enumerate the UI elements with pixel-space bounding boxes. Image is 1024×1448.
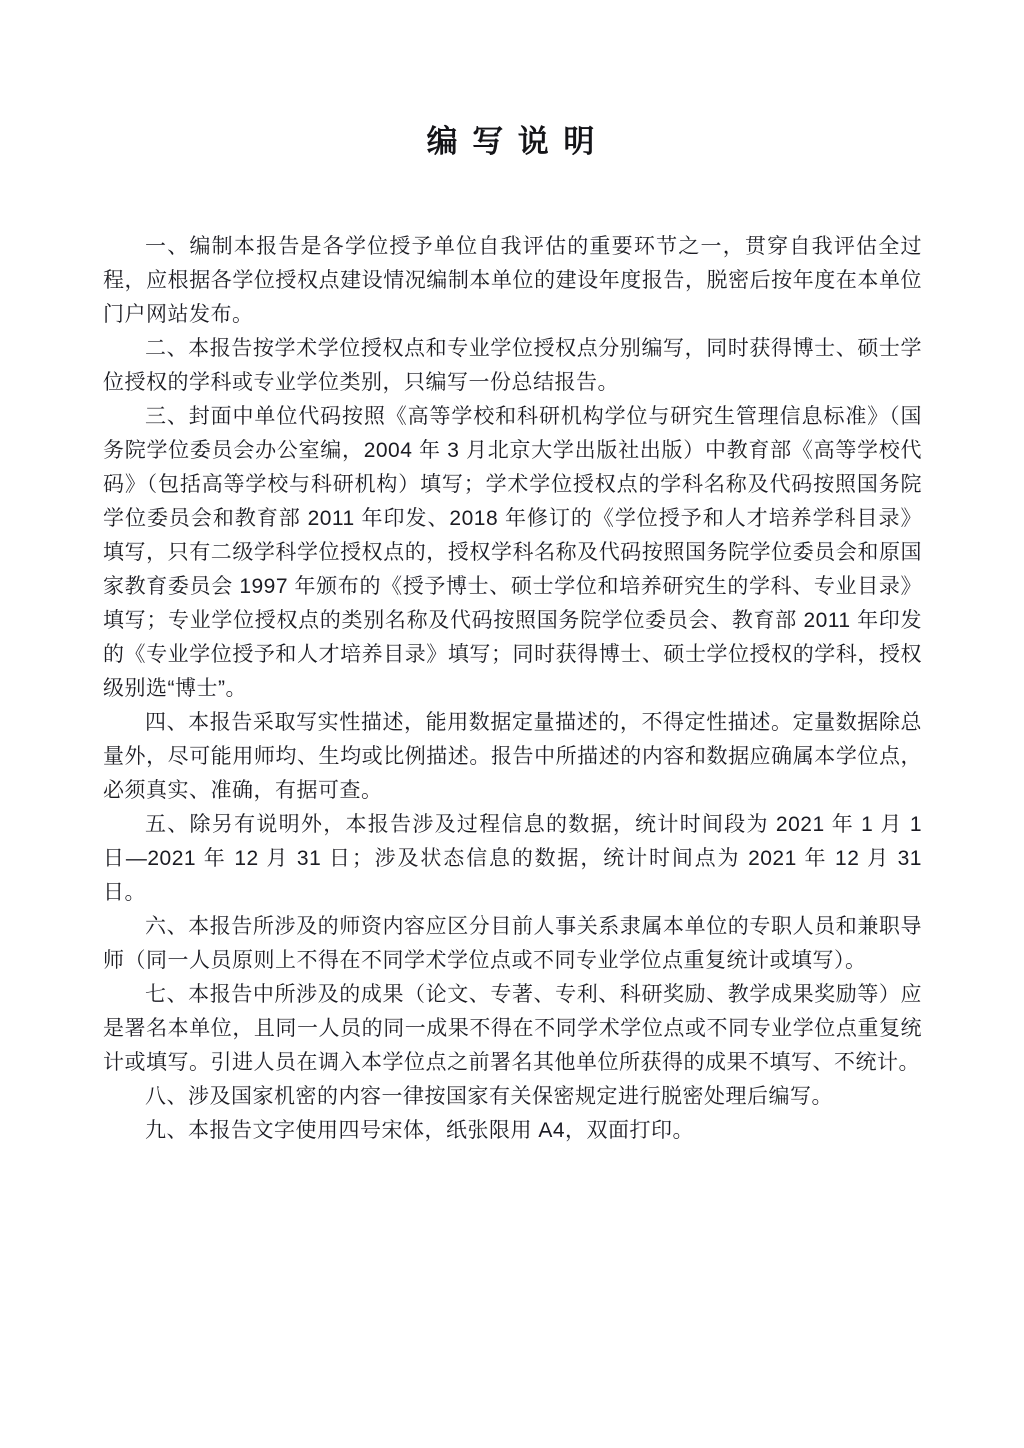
paragraph-4: 四、本报告采取写实性描述，能用数据定量描述的，不得定性描述。定量数据除总量外，尽可能用师均、生均或比例描述。报告中所描述的内容和数据应确属本学位点，必须真实、准确，有据可查。 bbox=[103, 711, 922, 802]
paragraph-5: 五、除另有说明外，本报告涉及过程信息的数据，统计时间段为 2021 年 1 月 1 日—2021 年 12 月 31 日；涉及状态信息的数据，统计时间点为 2021 年 12 月 31 日。 bbox=[103, 813, 922, 904]
paragraph-8: 八、涉及国家机密的内容一律按国家有关保密规定进行脱密处理后编写。 bbox=[145, 1085, 833, 1108]
paragraph-7: 七、本报告中所涉及的成果（论文、专著、专利、科研奖励、教学成果奖励等）应是署名本单位，且同一人员的同一成果不得在不同学术学位点或不同专业学位点重复统计或填写。引进人员在调入本学位点之前署名其他单位所获得的成果不填写、不统计。 bbox=[103, 983, 922, 1074]
paragraph-6: 六、本报告所涉及的师资内容应区分目前人事关系隶属本单位的专职人员和兼职导师（同一人员原则上不得在不同学术学位点或不同专业学位点重复统计或填写）。 bbox=[103, 915, 922, 972]
paragraph-3: 三、封面中单位代码按照《高等学校和科研机构学位与研究生管理信息标准》（国务院学位委员会办公室编，2004 年 3 月北京大学出版社出版）中教育部《高等学校代码》（包括高等学校与科研机构）填写；学术学位授权点的学科名称及代码按照国务院学位委员会和教育部 2011 年印发、2018 年修订的《学位授予和人才培养学科目录》填写，只有二级学科学位授权点的，授权学科名称及代码按照国务院学位委员会和原国家教育委员会 1997 年颁布的《授予博士、硕士学位和培养研究生的学科、专业目录》填写；专业学位授权点的类别名称及代码按照国务院学位委员会、教育部 2011 年印发的《专业学位授予和人才培养目录》填写；同时获得博士、硕士学位授权的学科，授权级别选“博士”。 bbox=[103, 405, 922, 700]
paragraph-2: 二、本报告按学术学位授权点和专业学位授权点分别编写，同时获得博士、硕士学位授权的学科或专业学位类别，只编写一份总结报告。 bbox=[103, 337, 922, 394]
document-body bbox=[103, 230, 922, 1148]
paragraph-9: 九、本报告文字使用四号宋体，纸张限用 A4，双面打印。 bbox=[145, 1119, 695, 1142]
paragraph-1: 一、编制本报告是各学位授予单位自我评估的重要环节之一，贯穿自我评估全过程，应根据各学位授权点建设情况编制本单位的建设年度报告，脱密后按年度在本单位门户网站发布。 bbox=[103, 235, 922, 326]
page-title: 编 写 说 明 bbox=[426, 124, 598, 159]
